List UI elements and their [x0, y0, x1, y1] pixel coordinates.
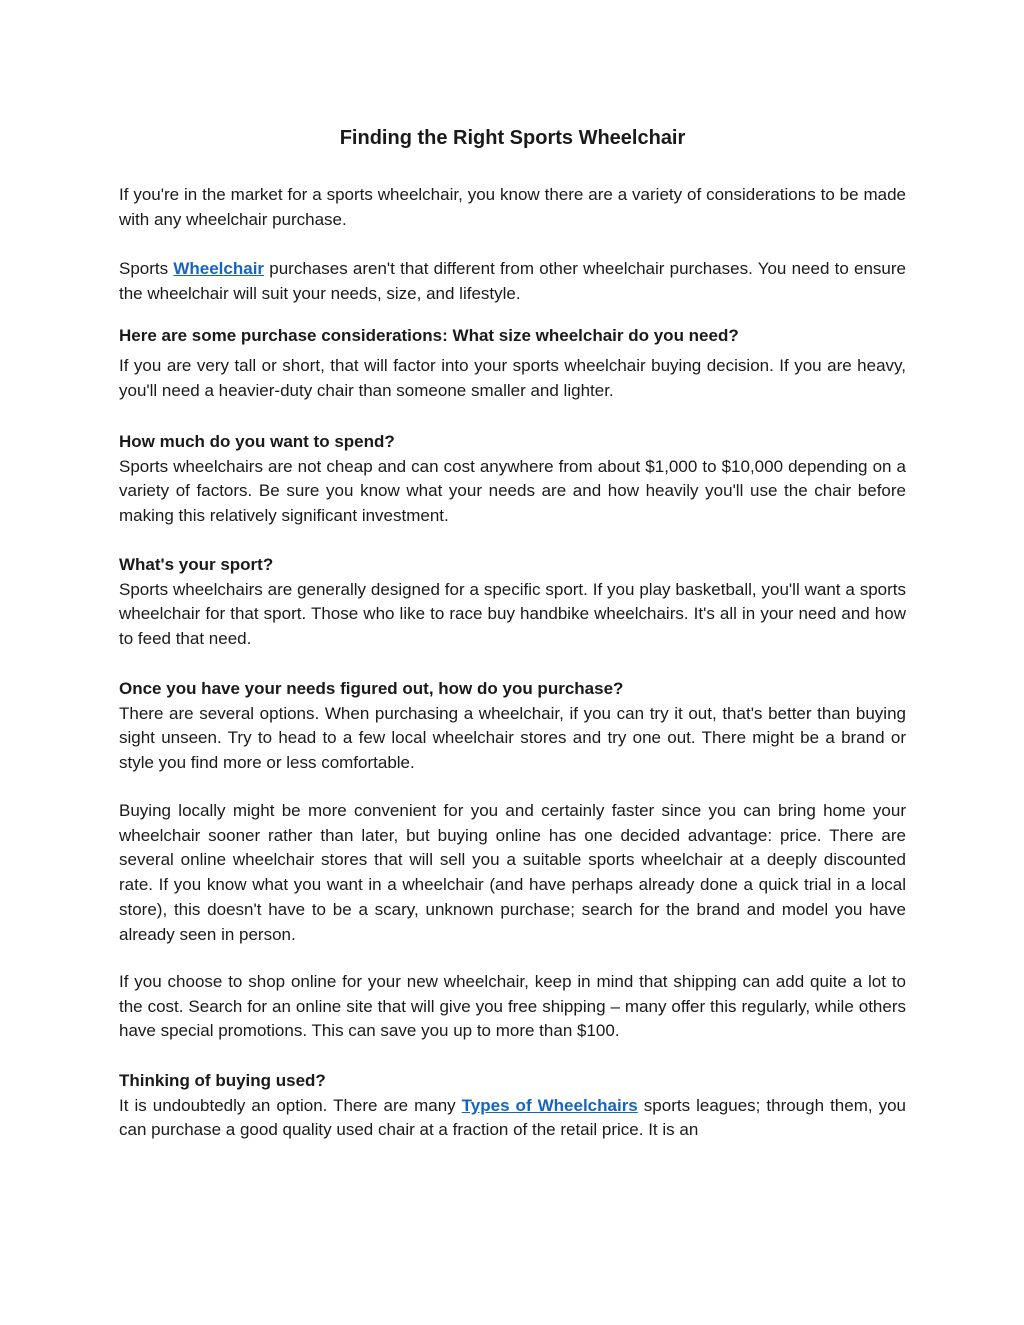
used-section	[119, 1069, 906, 1143]
purchase-section	[119, 677, 906, 776]
shop-online-paragraph: If you choose to shop online for your new wheelchair, keep in mind that shipping can add quite a lot to the cost. Search for an online site that will give you free shipping – many offer this regularly, while others have special promotions. This can save you up to more than $100.	[119, 972, 906, 1041]
wheelchair-link[interactable]: Wheelchair	[173, 259, 265, 278]
sport-paragraph: Sports wheelchairs are generally designed for a specific sport. If you play basketball, you'll want a sports wheelchair for that sport. Those who like to race buy handbike wheelchairs. It's all in your need and how to feed that need.	[119, 579, 906, 649]
wheelchair-paragraph-text-before: Sports	[119, 259, 174, 278]
used-heading: Thinking of buying used?	[119, 1071, 326, 1090]
used-paragraph-text-before: It is undoubtedly an option. There are many	[119, 1095, 462, 1115]
spend-section	[119, 430, 906, 529]
sport-section	[119, 553, 906, 652]
size-heading-text: Here are some purchase considerations: What size wheelchair do you need?	[119, 326, 739, 345]
page-title: Finding the Right Sports Wheelchair	[339, 127, 686, 149]
purchase-heading: Once you have your needs figured out, how do you purchase?	[119, 679, 624, 698]
spend-heading: How much do you want to spend?	[119, 432, 395, 451]
size-heading	[119, 324, 906, 349]
intro-paragraph: If you're in the market for a sports wheelchair, you know there are a variety of considerations to be made with any wheelchair purchase.	[119, 185, 906, 229]
used-paragraph-text-after: sports leagues; through them, you can purchase a good quality used chair at a fraction of the retail price. It is an	[119, 1095, 907, 1140]
wheelchair-paragraph-text-after: purchases aren't that different from other wheelchair purchases. You need to ensure the wheelchair will suit your needs, size, and lifestyle.	[119, 259, 906, 303]
wheelchair-paragraph	[119, 257, 906, 306]
purchase-paragraph: There are several options. When purchasing a wheelchair, if you can try it out, that's better than buying sight unseen. Try to head to a few local wheelchair stores and try one out. There might be a brand or style you find more or less comfortable.	[119, 703, 906, 773]
buying-locally-paragraph: Buying locally might be more convenient for you and certainly faster since you can bring home your wheelchair sooner rather than later, but buying online has one decided advantage: price. There are several online wheelchair stores that will sell you a suitable sports wheelchair at a deeply discounted rate. If you know what you want in a wheelchair (and have perhaps already done a quick trial in a local store), this doesn't have to be a scary, unknown purchase; search for the brand and model you have already seen in person.	[119, 801, 906, 944]
types-of-wheelchairs-link[interactable]: Types of Wheelchairs	[461, 1095, 638, 1115]
spend-paragraph: Sports wheelchairs are not cheap and can cost anywhere from about $1,000 to $10,000 depending on a variety of factors. Be sure you know what your needs are and how heavily you'll use the chair before making this relatively significant investment.	[119, 456, 906, 526]
sport-heading: What's your sport?	[119, 555, 274, 574]
size-paragraph: If you are very tall or short, that will factor into your sports wheelchair buying decision. If you are heavy, you'll need a heavier-duty chair than someone smaller and lighter.	[119, 356, 906, 400]
